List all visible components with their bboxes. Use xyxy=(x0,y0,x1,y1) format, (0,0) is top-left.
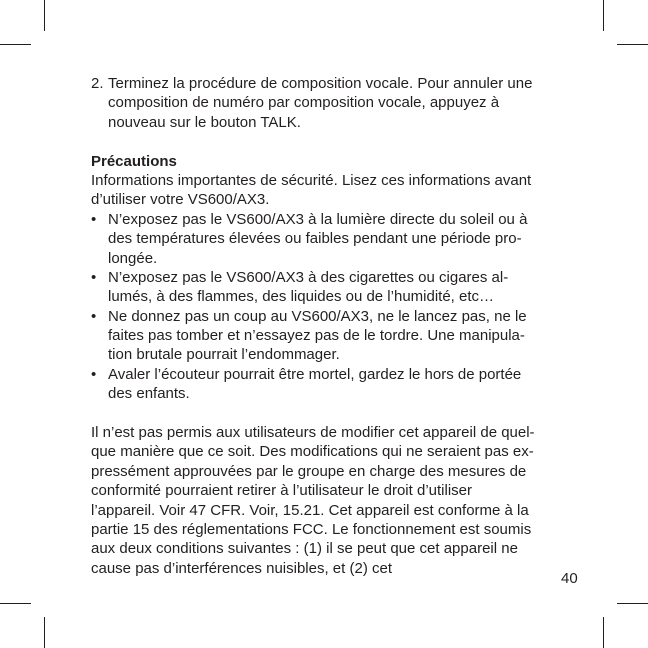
crop-mark-top-right-vertical xyxy=(603,0,604,31)
page-number: 40 xyxy=(561,570,578,587)
paragraph-line: l’appareil. Voir 47 CFR. Voir, 15.21. Cet appareil est conforme à la xyxy=(91,501,529,519)
step-line: nouveau sur le bouton TALK. xyxy=(108,113,301,131)
bullet-line: tion brutale pourrait l’endommager. xyxy=(108,346,340,364)
paragraph-line: conformité pourraient retirer à l’utilisateur le droit d’utiliser xyxy=(91,482,472,500)
intro-line: d’utiliser votre VS600/AX3. xyxy=(91,191,270,209)
crop-mark-top-left-horizontal xyxy=(0,44,31,45)
bullet-line: des températures élevées ou faibles pendant une période pro- xyxy=(108,230,522,248)
step-line: Terminez la procédure de composition vocale. Pour annuler une xyxy=(108,75,533,92)
bullet-line: Avaler l’écouteur pourrait être mortel, gardez le hors de portée xyxy=(108,365,522,383)
bullet-icon: • xyxy=(91,268,97,286)
crop-mark-bottom-right-vertical xyxy=(603,617,604,648)
paragraph-line: partie 15 des réglementations FCC. Le fonctionnement est soumis xyxy=(91,520,532,538)
precautions-heading: Précautions xyxy=(91,152,177,170)
page-body xyxy=(91,74,561,578)
list-item xyxy=(91,307,561,365)
paragraph-line: Il n’est pas permis aux utilisateurs de modifier cet appareil de quel- xyxy=(91,424,535,442)
bullet-line: N’exposez pas le VS600/AX3 à des cigarettes ou cigares al- xyxy=(108,268,509,286)
paragraph-line: aux deux conditions suivantes : (1) il se peut que cet appareil ne xyxy=(91,540,518,558)
bullet-icon: • xyxy=(91,365,97,383)
bullet-icon: • xyxy=(91,210,97,228)
list-item xyxy=(91,365,561,404)
list-item xyxy=(91,268,561,307)
paragraph-line: pressément approuvées par le groupe en charge des mesures de xyxy=(91,462,527,480)
bullet-line: des enfants. xyxy=(108,385,190,403)
bullet-icon: • xyxy=(91,307,97,325)
fcc-paragraph xyxy=(91,423,561,578)
step-number: 2. xyxy=(91,75,104,92)
bullet-line: N’exposez pas le VS600/AX3 à la lumière directe du soleil ou à xyxy=(108,210,528,228)
paragraph-line: que manière que ce soit. Des modifications qui ne seraient pas ex- xyxy=(91,443,534,461)
list-item xyxy=(91,210,561,268)
intro-line: Informations importantes de sécurité. Lisez ces informations avant xyxy=(91,171,532,189)
numbered-step xyxy=(91,74,561,132)
spacer xyxy=(91,132,561,151)
bullet-line: faites pas tomber et n’essayez pas de le tordre. Une manipula- xyxy=(108,327,525,345)
crop-mark-bottom-left-vertical xyxy=(44,617,45,648)
crop-mark-top-left-vertical xyxy=(44,0,45,31)
crop-mark-top-right-horizontal xyxy=(617,44,648,45)
crop-mark-bottom-left-horizontal xyxy=(0,603,31,604)
bullet-line: longée. xyxy=(108,249,158,267)
bullet-line: Ne donnez pas un coup au VS600/AX3, ne le lancez pas, ne le xyxy=(108,307,527,325)
bullet-line: lumés, à des flammes, des liquides ou de l’humidité, etc… xyxy=(108,288,495,306)
crop-mark-bottom-right-horizontal xyxy=(617,603,648,604)
step-line: composition de numéro par composition vocale, appuyez à xyxy=(108,94,500,112)
paragraph-line: cause pas d’interférences nuisibles, et (2) cet xyxy=(91,559,392,577)
spacer xyxy=(91,404,561,423)
